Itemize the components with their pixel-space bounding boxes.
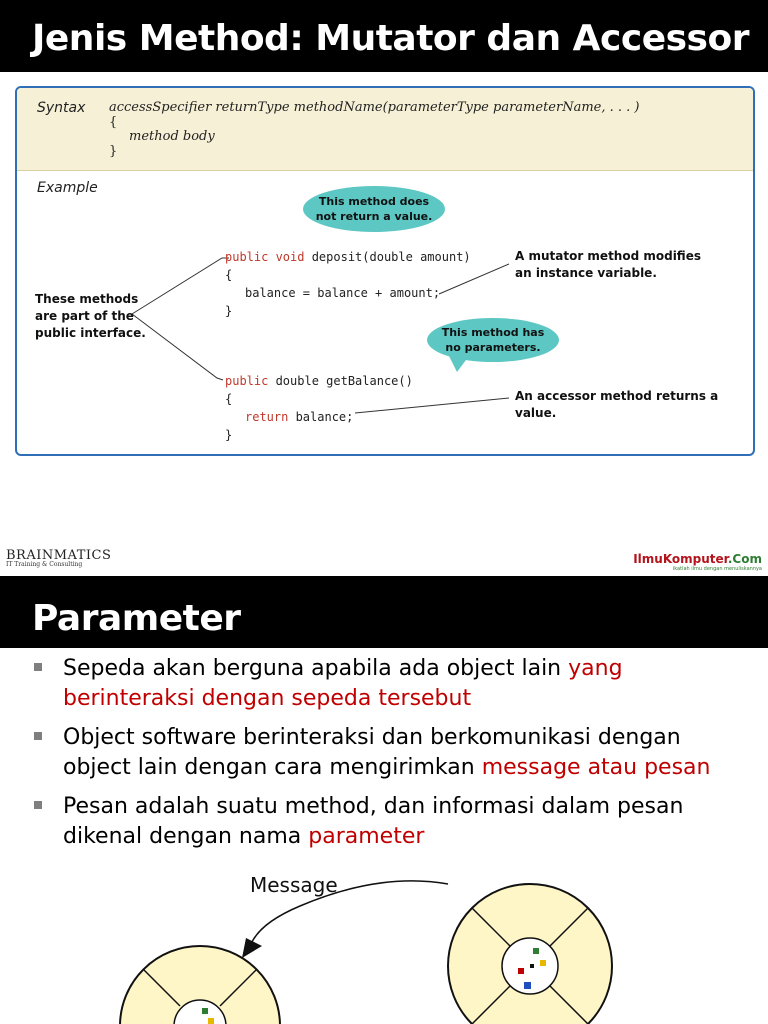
code-line-brace: }	[225, 428, 233, 442]
logo-left-tagline: IT Training & Consulting	[6, 561, 83, 568]
syntax-figure	[15, 86, 755, 456]
core-dot-icon	[540, 960, 546, 966]
bullet-highlight: message atau pesan	[481, 755, 711, 780]
code-keyword: return	[245, 410, 289, 424]
arrowhead-icon	[242, 938, 262, 958]
annotation-line: A mutator method modifies	[515, 249, 701, 263]
logo-right-tagline: ikatlah ilmu dengan menuliskannya	[672, 566, 762, 572]
bubble2-line1: This method has	[441, 326, 545, 339]
annotation-line: an instance variable.	[515, 266, 657, 280]
logo-left-name: BRAINMATICS	[6, 548, 112, 563]
annotation-line: public interface.	[35, 326, 146, 340]
slide-title: Parameter	[32, 598, 241, 639]
annotation-mutator	[515, 248, 701, 282]
code-line-balance: balance = balance + amount;	[245, 286, 441, 300]
syntax-open-brace: {	[109, 115, 118, 130]
code-line-brace: }	[225, 304, 233, 318]
ilmukomputer-logo	[633, 552, 762, 572]
annotation-public-interface	[35, 291, 146, 342]
title-bar	[0, 0, 768, 72]
code-keyword: public	[225, 374, 269, 388]
slide-title: Jenis Method: Mutator dan Accessor	[32, 18, 749, 59]
core-dot-icon	[518, 968, 524, 974]
code-keyword: public void	[225, 250, 305, 264]
slide-parameter	[0, 576, 768, 1024]
code-line-deposit	[225, 250, 471, 264]
connector-to-deposit	[132, 258, 229, 314]
brainmatics-logo	[6, 548, 111, 568]
diagram-label: Message	[250, 873, 338, 897]
core-dot-icon	[208, 1018, 214, 1024]
core-dot-icon	[524, 982, 531, 989]
bubble1-line2: not return a value.	[315, 210, 433, 223]
bullet-text: Object software berinteraksi dan berkomunikasi dengan object lain dengan cara mengirimkan	[63, 725, 681, 780]
core-dot-icon	[533, 948, 539, 954]
annotation-line: These methods	[35, 292, 139, 306]
code-text: balance;	[288, 410, 354, 424]
core-dot-icon	[202, 1008, 208, 1014]
annotation-line: are part of the	[35, 309, 134, 323]
message-diagram	[0, 576, 768, 1024]
code-line-getbalance	[225, 374, 413, 388]
logo-right-name: IlmuKomputer	[633, 552, 728, 566]
bullet-text: Sepeda akan berguna apabila ada object lain	[63, 656, 569, 681]
object-circle-left	[120, 946, 280, 1024]
syntax-label: Syntax	[37, 100, 86, 116]
connector-accessor	[355, 398, 509, 413]
example-label: Example	[37, 180, 98, 196]
syntax-body: method body	[129, 129, 215, 144]
logo-right-suffix: .Com	[727, 552, 762, 566]
code-line-return	[245, 410, 353, 424]
bullet-highlight: yang berinteraksi dengan sepeda tersebut	[63, 656, 623, 711]
syntax-close-brace: }	[109, 144, 118, 159]
syntax-signature: accessSpecifier returnType methodName(parameterType parameterName, . . . )	[109, 100, 640, 115]
core-dot-icon	[530, 964, 534, 968]
bubble2-line2: no parameters.	[445, 341, 541, 354]
annotation-accessor: An accessor method returns a value.	[515, 389, 719, 420]
bullet-highlight: parameter	[308, 824, 425, 849]
bullet-text: Pesan adalah suatu method, dan informasi dalam pesan dikenal dengan nama	[63, 794, 684, 849]
connector-mutator	[439, 264, 509, 294]
code-line-brace: {	[225, 392, 233, 406]
bubble1-line1: This method does	[318, 195, 430, 208]
code-text: deposit(double amount)	[304, 250, 471, 264]
code-text: double getBalance()	[268, 374, 413, 388]
object-circle-right	[448, 884, 612, 1024]
code-line-brace: {	[225, 268, 233, 282]
